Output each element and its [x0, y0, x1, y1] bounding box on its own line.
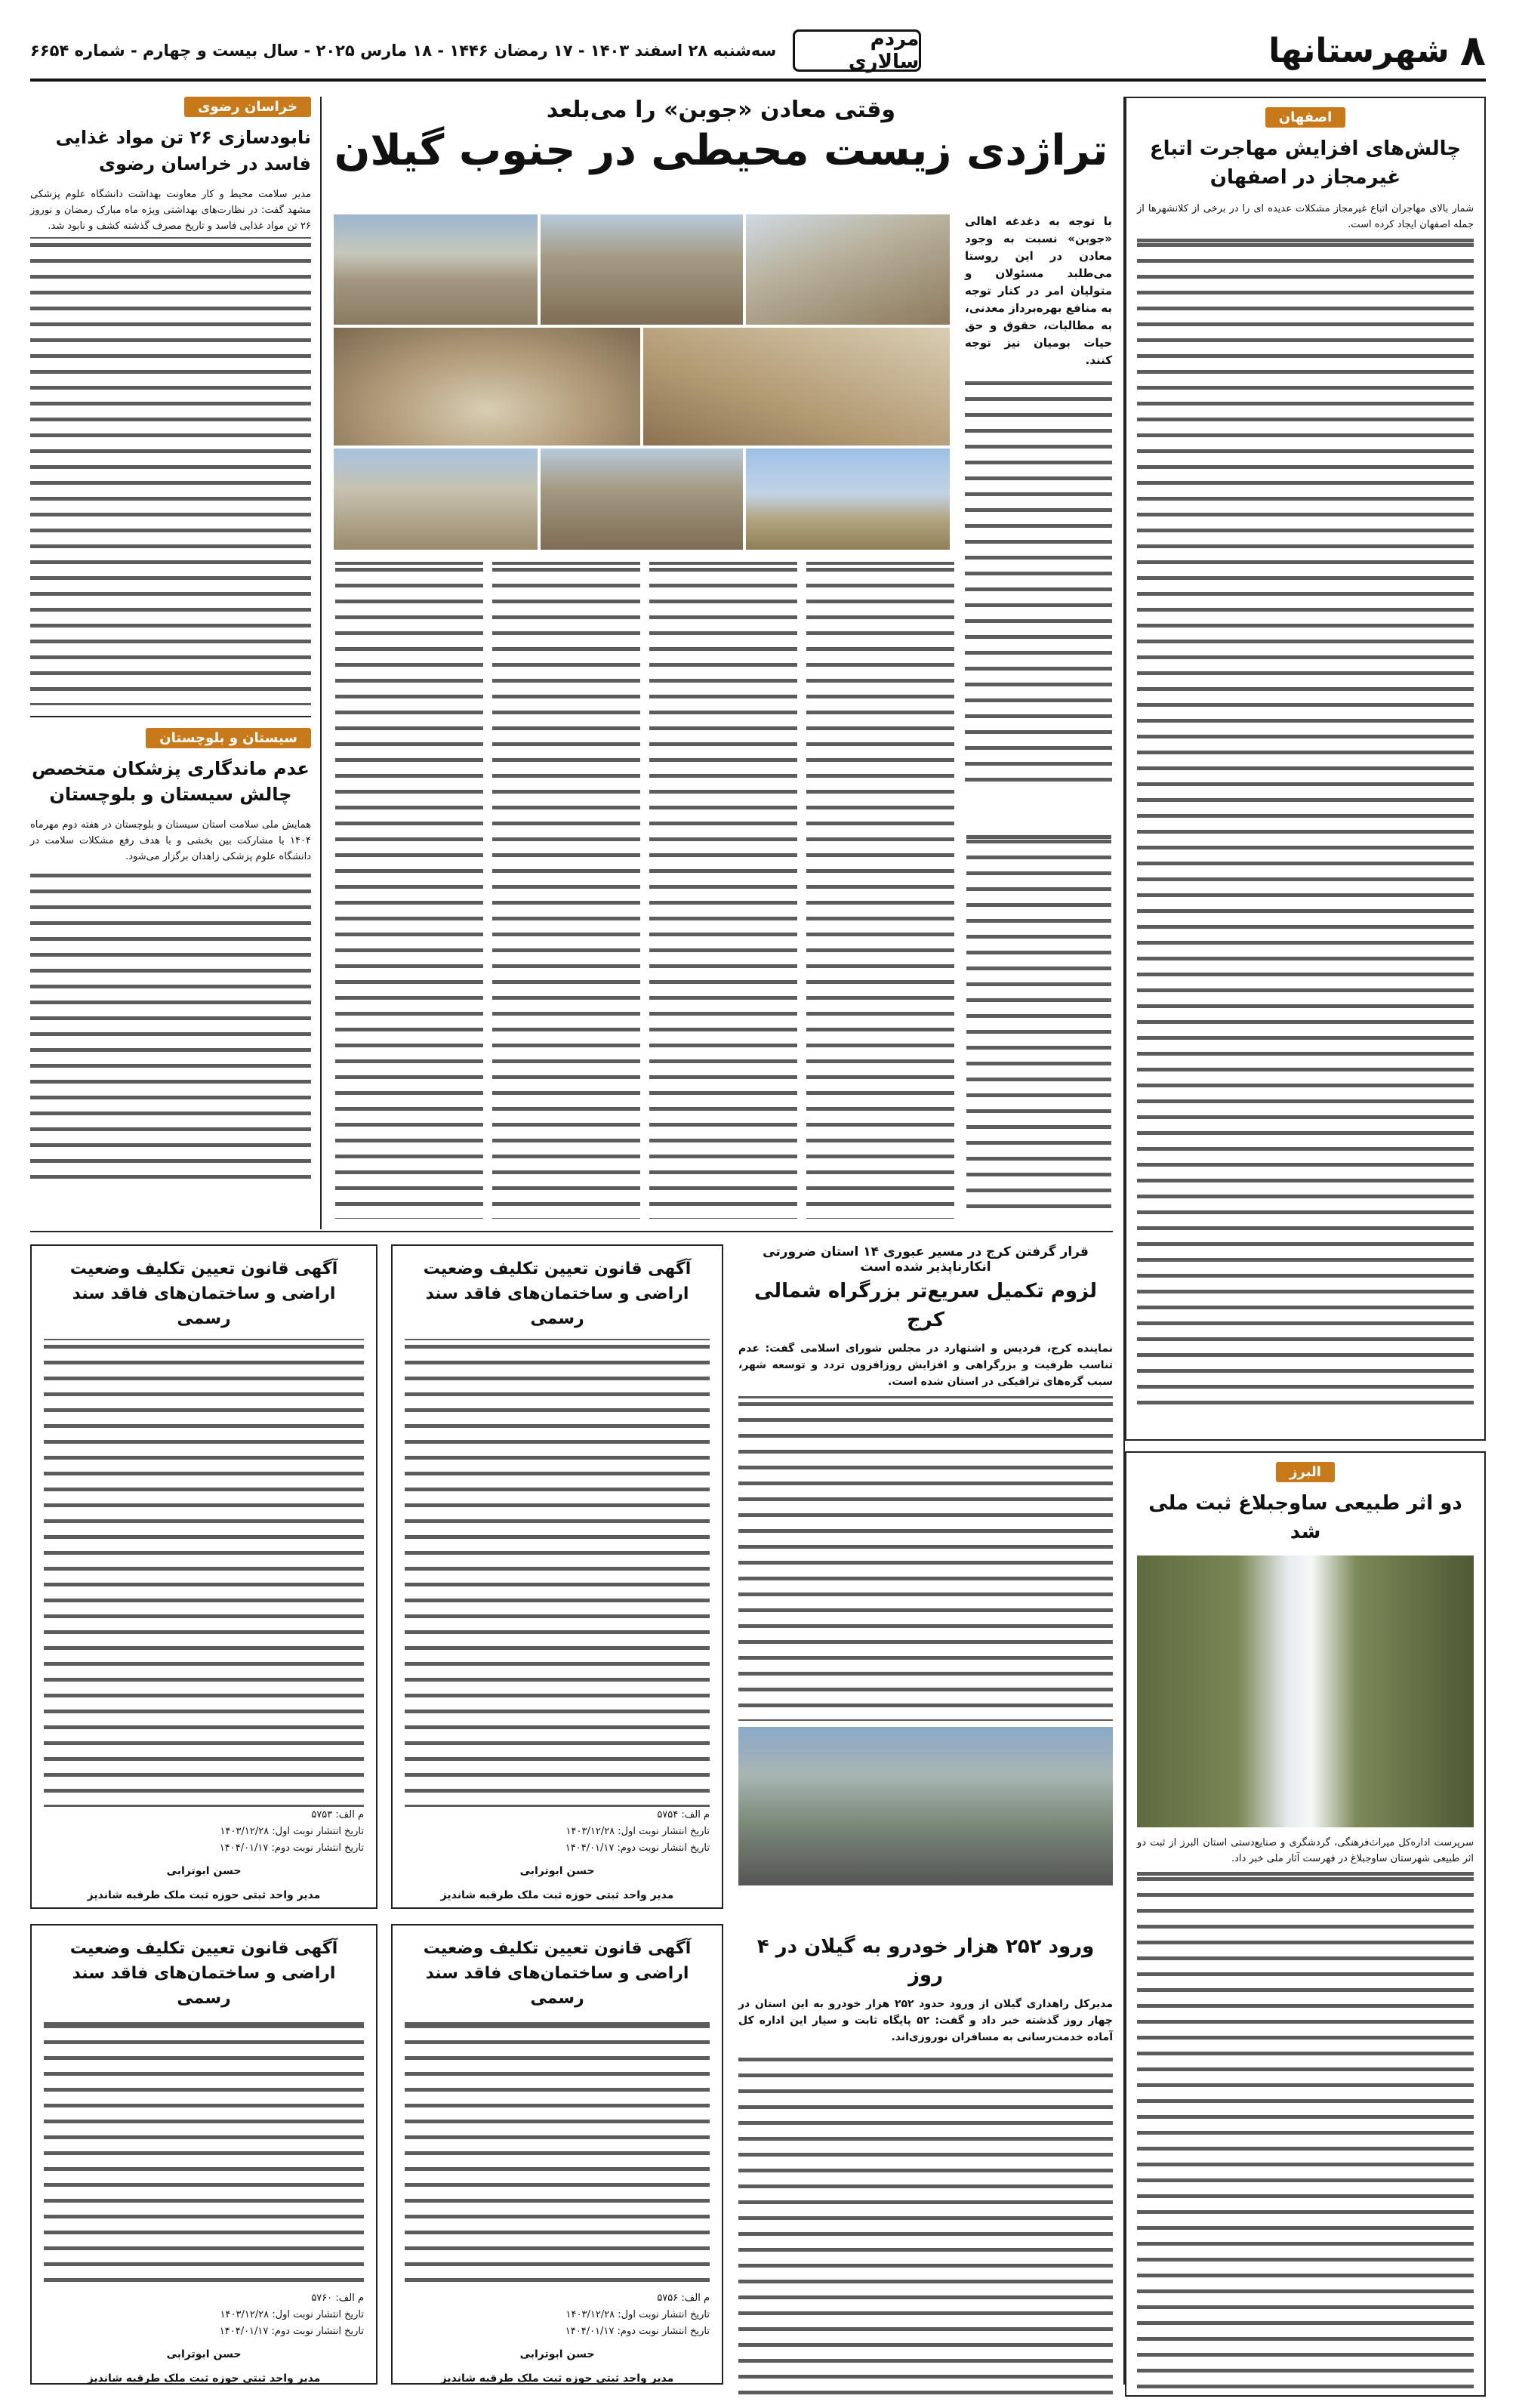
alborz-story — [1125, 1451, 1486, 2397]
khorasan-title: نابودسازی ۲۶ تن مواد غذایی فاسد در خراسان رضوی — [55, 127, 311, 174]
gilan-traffic-story — [738, 1933, 1113, 2399]
ad-1-code: م الف: ۵۷۵۴ — [657, 1809, 710, 1821]
ad-0-signer: حسن ابوترابی — [166, 1865, 242, 1878]
ad-3-office: مدیر واحد ثبتی حوزه ثبت ملک طرقبه شاندیز — [87, 2373, 321, 2385]
legal-notice-ad-2 — [391, 1924, 723, 2385]
main-body-col-4 — [335, 562, 483, 1219]
dateline: سه‌شنبه ۲۸ اسفند ۱۴۰۳ - ۱۷ رمضان ۱۴۴۶ - ۱۸ مارس ۲۰۲۵ - سال بیست و چهارم - شماره ۶۶۵۴ — [30, 42, 777, 60]
masthead — [30, 23, 1486, 82]
ad-0-office: مدیر واحد ثبتی حوزه ثبت ملک طرقبه شاندیز — [87, 1889, 321, 1902]
ad-3-date1: تاریخ انتشار نوبت اول: ۱۴۰۳/۱۲/۲۸ — [220, 2309, 364, 2321]
page-number: ۸ — [1459, 26, 1486, 76]
ad-0-code: م الف: ۵۷۵۳ — [311, 1809, 364, 1821]
mine-photo-3 — [744, 213, 951, 326]
left-column — [30, 97, 311, 1185]
main-body-col-0 — [966, 834, 1111, 1219]
isfahan-tag: اصفهان — [1265, 107, 1346, 128]
main-lead: با توجه به دغدغه اهالی «جوبن» نسبت به وجود معادن در این روستا می‌طلبد مسئولان و متولیان امر در کنار توجه به منافع بهره‌برداز معدنی، به مطالبات، حقوق و حق حیات بومیان نیز توجه کنند. — [965, 214, 1112, 367]
main-lead-column — [965, 213, 1112, 783]
mine-photo-2 — [539, 213, 744, 326]
sistan-title: عدم ماندگاری پزشکان متخصص چالش سیستان و بلوچستان — [32, 757, 310, 806]
main-body-col-1 — [806, 562, 954, 1219]
karaj-title: لزوم تکمیل سریع‌تر بزرگراه شمالی کرج — [754, 1280, 1097, 1331]
ad-1-date2: تاریخ انتشار نوبت دوم: ۱۴۰۴/۰۱/۱۷ — [565, 1842, 710, 1855]
alborz-text-lines — [1137, 1871, 1474, 2400]
main-lead-lines — [965, 375, 1112, 783]
alborz-body: سرپرست اداره‌کل میراث‌فرهنگی، گردشگری و صنایع‌دستی استان البرز از ثبت دو اثر طبیعی شهرستان ساوجبلاغ در فهرست آثار ملی خبر داد. — [1137, 1837, 1474, 1865]
ad-0-date1: تاریخ انتشار نوبت اول: ۱۴۰۳/۱۲/۲۸ — [220, 1826, 364, 1838]
sistan-tag: سیستان و بلوچستان — [146, 728, 311, 748]
sistan-body: همایش ملی سلامت استان سیستان و بلوچستان در هفته دوم مهرماه ۱۴۰۴ با مشارکت بین بخشی و با هدف رفع مشکلات سلامت در دانشگاه علوم پزشکی زاهدان برگزار می‌شود. — [30, 819, 311, 863]
karaj-text-lines — [738, 1396, 1113, 1721]
gilan-traffic-text-lines — [738, 2052, 1113, 2399]
ad-3-title: آگهی قانون تعیین تکلیف وضعیت اراضی و ساختمان‌های فاقد سند رسمی — [69, 1939, 338, 2008]
gilan-traffic-lead: مدیرکل راهداری گیلان از ورود حدود ۲۵۲ هزار خودرو به این استان در چهار روز گذشته خبر داد و گفت: ۵۲ پایگاه ثابت و سیار این اداره کل آماده خدمت‌رسانی به مسافران نوروزی‌اند. — [738, 1998, 1114, 2044]
waterfall-photo — [1137, 1555, 1474, 1827]
section-title: شهرستانها — [1268, 31, 1450, 70]
isfahan-title: چالش‌های افزایش مهاجرت اتباع غیرمجاز در اصفهان — [1149, 137, 1462, 189]
ad-0-title: آگهی قانون تعیین تکلیف وضعیت اراضی و ساختمان‌های فاقد سند رسمی — [69, 1259, 338, 1328]
khorasan-tag: خراسان رضوی — [184, 97, 311, 117]
newspaper-logo: مردم سالاری — [793, 29, 921, 72]
main-story — [332, 97, 1110, 175]
karaj-kicker: قرار گرفتن کرج در مسیر عبوری ۱۴ استان ضرورتی انکارناپذیر شده است — [763, 1244, 1089, 1275]
ad-3-signer: حسن ابوترابی — [166, 2348, 242, 2361]
isfahan-story — [1125, 97, 1486, 1441]
ad-2-code: م الف: ۵۷۵۶ — [657, 2292, 710, 2304]
mine-photo-5 — [642, 326, 951, 447]
ad-3-text — [44, 2018, 364, 2290]
ad-3-code: م الف: ۵۷۶۰ — [311, 2292, 364, 2304]
alborz-title: دو اثر طبیعی ساوجبلاغ ثبت ملی شد — [1148, 1492, 1462, 1543]
ad-2-signer: حسن ابوترابی — [519, 2348, 595, 2361]
khorasan-body: مدیر سلامت محیط و کار معاونت بهداشت دانشگاه علوم پزشکی مشهد گفت: در نظارت‌های بهداشتی ویژه ماه مبارک رمضان و نوروز ۲۶ تن مواد غذایی فاسد و تاریخ مصرف گذشته کشف و نابود شد. — [30, 188, 311, 232]
ad-0-date2: تاریخ انتشار نوبت دوم: ۱۴۰۴/۰۱/۱۷ — [219, 1842, 364, 1855]
main-title: تراژدی زیست محیطی در جنوب گیلان — [334, 126, 1108, 175]
main-body-col-2 — [649, 562, 797, 1219]
ad-1-title: آگهی قانون تعیین تکلیف وضعیت اراضی و ساختمان‌های فاقد سند رسمی — [423, 1259, 692, 1328]
ad-3-date2: تاریخ انتشار نوبت دوم: ۱۴۰۴/۰۱/۱۷ — [219, 2326, 364, 2338]
isfahan-body: شمار بالای مهاجران اتباع غیرمجاز مشکلات عدیده ای را در برخی از کلانشهرها از جمله اصفهان ایجاد کرده است. — [1137, 203, 1474, 231]
ad-1-office: مدیر واحد ثبتی حوزه ثبت ملک طرقبه شاندیز — [440, 1889, 674, 1902]
highway-photo — [738, 1727, 1113, 1885]
karaj-lead: نماینده کرج، فردیس و اشتهارد در مجلس شورای اسلامی گفت: عدم تناسب ظرفیت و بزرگراهی و افزایش روزافزون تردد و توسعه شهر، سبب گره‌های ترافیکی در استان شده است. — [738, 1343, 1113, 1389]
ad-2-office: مدیر واحد ثبتی حوزه ثبت ملک طرقبه شاندیز — [440, 2373, 674, 2385]
main-kicker: وقتی معادن «جوبن» را می‌بلعد — [546, 97, 896, 123]
legal-notice-ad-0 — [30, 1244, 377, 1909]
main-body-col-3 — [492, 562, 640, 1219]
mine-photo-1 — [332, 213, 539, 326]
sistan-text-lines — [30, 868, 311, 1185]
ad-1-signer: حسن ابوترابی — [519, 1865, 595, 1878]
ad-1-text — [405, 1339, 710, 1807]
ad-0-text — [44, 1339, 364, 1807]
mine-photo-4 — [332, 326, 642, 447]
photo-collage — [332, 213, 951, 551]
legal-notice-ad-1 — [391, 1244, 723, 1909]
alborz-tag: البرز — [1276, 1462, 1335, 1482]
mine-photo-7 — [539, 447, 744, 551]
ad-2-date2: تاریخ انتشار نوبت دوم: ۱۴۰۴/۰۱/۱۷ — [565, 2326, 710, 2338]
isfahan-text-lines — [1137, 237, 1474, 1415]
mine-photo-6 — [332, 447, 539, 551]
right-column — [1125, 97, 1486, 2397]
legal-notice-ad-3 — [30, 1924, 377, 2385]
ad-2-title: آگهی قانون تعیین تکلیف وضعیت اراضی و ساختمان‌های فاقد سند رسمی — [423, 1939, 692, 2008]
ad-1-date1: تاریخ انتشار نوبت اول: ۱۴۰۳/۱۲/۲۸ — [565, 1826, 710, 1838]
khorasan-text-lines — [30, 237, 311, 705]
karaj-story — [738, 1244, 1113, 1885]
ad-2-text — [405, 2018, 710, 2290]
ad-2-date1: تاریخ انتشار نوبت اول: ۱۴۰۳/۱۲/۲۸ — [565, 2309, 710, 2321]
gilan-traffic-title: ورود ۲۵۲ هزار خودرو به گیلان در ۴ روز — [756, 1935, 1095, 1987]
playground-photo — [744, 447, 951, 551]
